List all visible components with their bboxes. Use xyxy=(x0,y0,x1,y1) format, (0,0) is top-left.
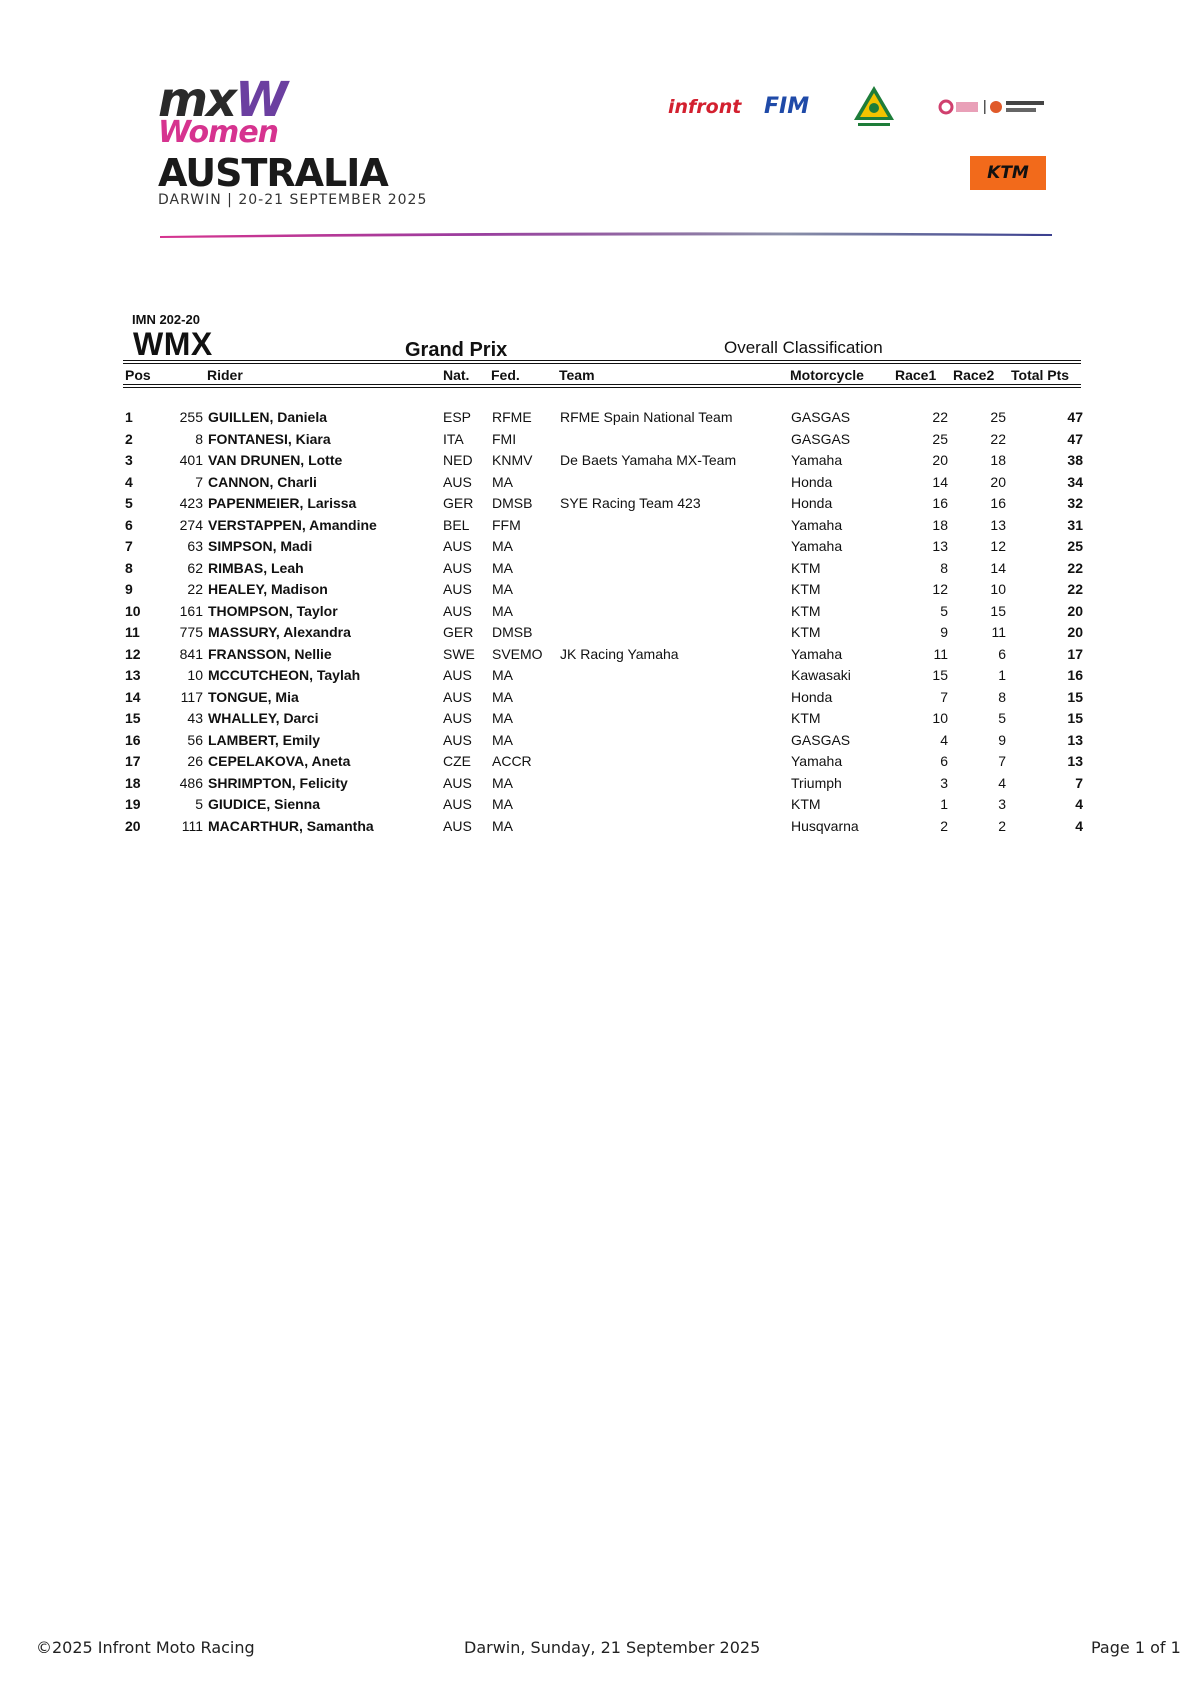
classification-title: Overall Classification xyxy=(724,338,883,357)
cell-rider: THOMPSON, Taylor xyxy=(208,602,338,619)
cell-motorcycle: KTM xyxy=(791,624,821,640)
cell-race2: 7 xyxy=(998,753,1006,769)
cell-fed: MA xyxy=(492,559,513,576)
cell-motorcycle: KTM xyxy=(791,559,821,576)
cell-nat: AUS xyxy=(443,667,472,683)
cell-nat: AUS xyxy=(443,817,472,834)
results-table xyxy=(0,409,1200,839)
cell-number: 775 xyxy=(179,624,203,640)
cell-total: 22 xyxy=(1067,559,1083,576)
women-wordmark: Women xyxy=(158,115,279,150)
cell-rider: PAPENMEIER, Larissa xyxy=(208,495,357,511)
cell-total: 20 xyxy=(1067,602,1083,619)
header-rule-bottom xyxy=(123,384,1081,385)
cell-total: 22 xyxy=(1067,581,1083,597)
cell-pos: 3 xyxy=(125,452,133,468)
cell-motorcycle: Honda xyxy=(791,688,833,705)
cell-nat: AUS xyxy=(443,581,472,597)
cell-fed: RFME xyxy=(492,409,532,425)
col-race2-header: Race2 xyxy=(953,367,995,383)
cell-nat: NED xyxy=(443,452,473,468)
cell-number: 63 xyxy=(187,538,203,554)
cell-total: 34 xyxy=(1067,473,1083,490)
cell-total: 47 xyxy=(1067,430,1083,447)
cell-total: 47 xyxy=(1067,409,1083,425)
cell-fed: MA xyxy=(492,710,513,726)
cell-race1: 20 xyxy=(932,452,948,468)
cell-number: 10 xyxy=(187,667,203,683)
event-country: AUSTRALIA xyxy=(158,151,388,195)
cell-motorcycle: Yamaha xyxy=(791,753,843,769)
cell-nat: CZE xyxy=(443,753,471,769)
cell-number: 117 xyxy=(180,688,203,705)
cell-total: 20 xyxy=(1067,624,1083,640)
cell-rider: WHALLEY, Darci xyxy=(208,710,319,726)
cell-number: 43 xyxy=(187,710,203,726)
cell-fed: MA xyxy=(492,796,513,812)
cell-race2: 12 xyxy=(990,538,1006,554)
table-row xyxy=(0,603,1200,625)
cell-fed: MA xyxy=(492,774,513,791)
cell-pos: 18 xyxy=(125,774,141,791)
cell-rider: MACARTHUR, Samantha xyxy=(208,817,374,834)
cell-race1: 6 xyxy=(940,753,948,769)
cell-number: 274 xyxy=(179,516,203,533)
cell-motorcycle: Triumph xyxy=(791,774,842,791)
cell-total: 38 xyxy=(1067,452,1083,468)
cell-total: 32 xyxy=(1067,495,1083,511)
mxw-wordmark: mxW xyxy=(158,72,286,128)
cell-rider: RIMBAS, Leah xyxy=(208,559,304,576)
cell-total: 15 xyxy=(1067,710,1083,726)
table-row xyxy=(0,753,1200,775)
table-row xyxy=(0,818,1200,840)
ktm-logo: KTM xyxy=(970,156,1046,190)
cell-race2: 6 xyxy=(998,645,1006,662)
cell-rider: LAMBERT, Emily xyxy=(208,731,321,748)
cell-nat: AUS xyxy=(443,774,472,791)
cell-race2: 1 xyxy=(998,667,1006,683)
table-row xyxy=(0,796,1200,818)
cell-race1: 3 xyxy=(940,774,948,791)
cell-fed: FFM xyxy=(492,516,521,533)
cell-rider: GIUDICE, Sienna xyxy=(208,796,321,812)
cell-race1: 5 xyxy=(940,602,948,619)
footer-copyright: ©2025 Infront Moto Racing xyxy=(36,1638,255,1657)
cell-rider: VAN DRUNEN, Lotte xyxy=(208,452,343,468)
col-race1-header: Race1 xyxy=(895,367,937,383)
cell-race1: 12 xyxy=(932,581,948,597)
cell-rider: SIMPSON, Madi xyxy=(208,538,313,554)
cell-race2: 25 xyxy=(990,409,1006,425)
cell-race2: 22 xyxy=(990,430,1006,447)
col-fed-header: Fed. xyxy=(491,367,520,383)
col-nat-header: Nat. xyxy=(443,367,470,383)
cell-motorcycle: Yamaha xyxy=(791,538,843,554)
cell-rider: MCCUTCHEON, Taylah xyxy=(208,667,361,683)
cell-race1: 15 xyxy=(932,667,948,683)
col-pos-header: Pos xyxy=(125,367,151,383)
cell-rider: FRANSSON, Nellie xyxy=(208,645,332,662)
cell-pos: 12 xyxy=(125,645,141,662)
cell-race2: 11 xyxy=(991,624,1006,640)
cell-pos: 9 xyxy=(125,581,133,597)
header-swoosh xyxy=(160,232,1052,238)
cell-team: De Baets Yamaha MX-Team xyxy=(560,452,737,468)
cell-team: RFME Spain National Team xyxy=(560,409,733,425)
infront-logo: infront xyxy=(668,96,742,118)
header-rule-top xyxy=(123,360,1081,361)
cell-number: 7 xyxy=(195,473,203,490)
class-name: WMX xyxy=(133,326,213,362)
table-row xyxy=(0,710,1200,732)
cell-fed: MA xyxy=(492,602,513,619)
cell-race2: 8 xyxy=(998,688,1006,705)
cell-race1: 2 xyxy=(940,817,948,834)
cell-fed: MA xyxy=(492,581,513,597)
cell-pos: 6 xyxy=(125,516,133,533)
cell-pos: 20 xyxy=(125,817,141,834)
table-row xyxy=(0,538,1200,560)
cell-pos: 11 xyxy=(125,624,140,640)
cell-fed: MA xyxy=(492,817,513,834)
cell-nat: AUS xyxy=(443,473,472,490)
cell-race2: 9 xyxy=(998,731,1006,748)
cell-race2: 14 xyxy=(990,559,1006,576)
cell-number: 161 xyxy=(179,602,203,619)
table-row xyxy=(0,581,1200,603)
cell-number: 841 xyxy=(179,645,203,662)
cell-race1: 13 xyxy=(932,538,948,554)
cell-motorcycle: KTM xyxy=(791,796,821,812)
cell-rider: VERSTAPPEN, Amandine xyxy=(208,516,377,533)
cell-race2: 4 xyxy=(998,774,1006,791)
cell-motorcycle: Yamaha xyxy=(791,452,843,468)
cell-number: 8 xyxy=(195,430,203,447)
table-row xyxy=(0,646,1200,668)
table-row xyxy=(0,560,1200,582)
cell-pos: 7 xyxy=(125,538,133,554)
col-rider-header: Rider xyxy=(207,367,243,383)
cell-fed: FMI xyxy=(492,430,517,447)
cell-pos: 10 xyxy=(125,602,141,619)
cell-fed: MA xyxy=(492,731,513,748)
table-row xyxy=(0,775,1200,797)
cell-number: 5 xyxy=(195,796,203,812)
cell-race1: 11 xyxy=(933,645,948,662)
cell-team: JK Racing Yamaha xyxy=(560,645,679,662)
cell-nat: AUS xyxy=(443,731,472,748)
cell-motorcycle: Husqvarna xyxy=(791,817,859,834)
cell-race1: 1 xyxy=(940,796,948,812)
cell-pos: 2 xyxy=(125,430,133,447)
cell-motorcycle: Yamaha xyxy=(791,645,843,662)
cell-race2: 2 xyxy=(998,817,1006,834)
motorcycling-australia-logo xyxy=(852,84,896,130)
table-row xyxy=(0,624,1200,646)
cell-nat: AUS xyxy=(443,710,472,726)
cell-race1: 16 xyxy=(932,495,948,511)
cell-total: 16 xyxy=(1067,667,1083,683)
cell-number: 255 xyxy=(179,409,203,425)
cell-race2: 3 xyxy=(998,796,1006,812)
cell-race2: 18 xyxy=(990,452,1006,468)
table-row xyxy=(0,517,1200,539)
cell-race2: 5 xyxy=(998,710,1006,726)
header-rule-bottom-2 xyxy=(123,387,1081,388)
cell-race2: 13 xyxy=(990,516,1006,533)
cell-fed: DMSB xyxy=(492,495,533,511)
cell-pos: 17 xyxy=(125,753,141,769)
cell-number: 111 xyxy=(181,817,203,834)
cell-race2: 20 xyxy=(990,473,1006,490)
cell-nat: AUS xyxy=(443,559,472,576)
cell-race1: 18 xyxy=(932,516,948,533)
cell-fed: MA xyxy=(492,473,513,490)
cell-pos: 8 xyxy=(125,559,133,576)
cell-race2: 16 xyxy=(990,495,1006,511)
cell-rider: FONTANESI, Kiara xyxy=(208,430,331,447)
cell-motorcycle: Yamaha xyxy=(791,516,843,533)
cell-rider: HEALEY, Madison xyxy=(208,581,328,597)
cell-fed: DMSB xyxy=(492,624,533,640)
cell-nat: AUS xyxy=(443,602,472,619)
cell-motorcycle: GASGAS xyxy=(791,409,851,425)
cell-motorcycle: GASGAS xyxy=(791,731,851,748)
cell-race2: 15 xyxy=(990,602,1006,619)
col-total-header: Total Pts xyxy=(1011,367,1070,383)
cell-rider: TONGUE, Mia xyxy=(208,688,299,705)
event-dates: DARWIN | 20-21 SEPTEMBER 2025 xyxy=(158,192,428,208)
cell-race1: 8 xyxy=(940,559,948,576)
footer-page-number: Page 1 of 1 xyxy=(1091,1638,1181,1657)
northern-territory-logo xyxy=(938,98,1048,119)
cell-nat: SWE xyxy=(443,645,475,662)
cell-nat: GER xyxy=(443,495,474,511)
cell-pos: 4 xyxy=(125,473,133,490)
cell-nat: BEL xyxy=(443,516,470,533)
cell-motorcycle: KTM xyxy=(791,581,821,597)
cell-fed: MA xyxy=(492,688,513,705)
cell-total: 31 xyxy=(1067,516,1083,533)
table-row xyxy=(0,409,1200,431)
cell-total: 25 xyxy=(1067,538,1083,554)
cell-number: 56 xyxy=(187,731,203,748)
cell-race1: 4 xyxy=(940,731,948,748)
fim-logo: FIM xyxy=(764,94,810,119)
cell-fed: SVEMO xyxy=(492,645,543,662)
cell-total: 15 xyxy=(1067,688,1083,705)
cell-motorcycle: Honda xyxy=(791,495,833,511)
table-row xyxy=(0,689,1200,711)
cell-pos: 15 xyxy=(125,710,141,726)
cell-race1: 22 xyxy=(932,409,948,425)
cell-nat: ITA xyxy=(443,430,464,447)
cell-pos: 13 xyxy=(125,667,141,683)
cell-team: SYE Racing Team 423 xyxy=(560,495,701,511)
cell-race2: 10 xyxy=(990,581,1006,597)
cell-race1: 7 xyxy=(940,688,948,705)
cell-number: 486 xyxy=(179,774,203,791)
cell-fed: MA xyxy=(492,538,513,554)
cell-pos: 19 xyxy=(125,796,141,812)
cell-total: 7 xyxy=(1075,774,1083,791)
header-rule-top-2 xyxy=(123,363,1081,364)
col-team-header: Team xyxy=(559,367,595,383)
cell-motorcycle: KTM xyxy=(791,602,821,619)
cell-total: 13 xyxy=(1067,753,1083,769)
cell-total: 4 xyxy=(1075,817,1083,834)
cell-fed: ACCR xyxy=(492,753,532,769)
cell-rider: SHRIMPTON, Felicity xyxy=(208,774,348,791)
cell-motorcycle: KTM xyxy=(791,710,821,726)
cell-pos: 1 xyxy=(125,409,133,425)
event-logo xyxy=(158,72,448,208)
table-row xyxy=(0,495,1200,517)
col-motorcycle-header: Motorcycle xyxy=(790,367,864,383)
cell-fed: MA xyxy=(492,667,513,683)
table-row xyxy=(0,452,1200,474)
cell-nat: GER xyxy=(443,624,474,640)
cell-number: 22 xyxy=(187,581,203,597)
cell-rider: CEPELAKOVA, Aneta xyxy=(208,753,351,769)
cell-nat: AUS xyxy=(443,688,472,705)
cell-rider: GUILLEN, Daniela xyxy=(208,409,328,425)
table-row xyxy=(0,732,1200,754)
cell-race1: 14 xyxy=(932,473,948,490)
cell-race1: 9 xyxy=(940,624,948,640)
cell-total: 13 xyxy=(1067,731,1083,748)
cell-nat: AUS xyxy=(443,538,472,554)
cell-total: 17 xyxy=(1067,645,1083,662)
cell-fed: KNMV xyxy=(492,452,533,468)
cell-total: 4 xyxy=(1075,796,1083,812)
cell-rider: MASSURY, Alexandra xyxy=(208,624,351,640)
cell-number: 62 xyxy=(187,559,203,576)
table-row xyxy=(0,474,1200,496)
cell-number: 401 xyxy=(179,452,203,468)
cell-number: 26 xyxy=(187,753,203,769)
imn-reference: IMN 202-20 xyxy=(132,312,200,327)
cell-pos: 16 xyxy=(125,731,141,748)
cell-number: 423 xyxy=(179,495,203,511)
cell-nat: ESP xyxy=(443,409,472,425)
footer-place-date: Darwin, Sunday, 21 September 2025 xyxy=(464,1638,761,1657)
event-name: Grand Prix xyxy=(405,339,508,361)
cell-motorcycle: Kawasaki xyxy=(791,667,851,683)
table-row xyxy=(0,431,1200,453)
cell-nat: AUS xyxy=(443,796,472,812)
cell-motorcycle: GASGAS xyxy=(791,430,851,447)
table-row xyxy=(0,667,1200,689)
cell-race1: 10 xyxy=(932,710,948,726)
cell-pos: 5 xyxy=(125,495,133,511)
cell-motorcycle: Honda xyxy=(791,473,833,490)
cell-pos: 14 xyxy=(125,688,141,705)
cell-rider: CANNON, Charli xyxy=(208,473,317,490)
cell-race1: 25 xyxy=(932,430,948,447)
